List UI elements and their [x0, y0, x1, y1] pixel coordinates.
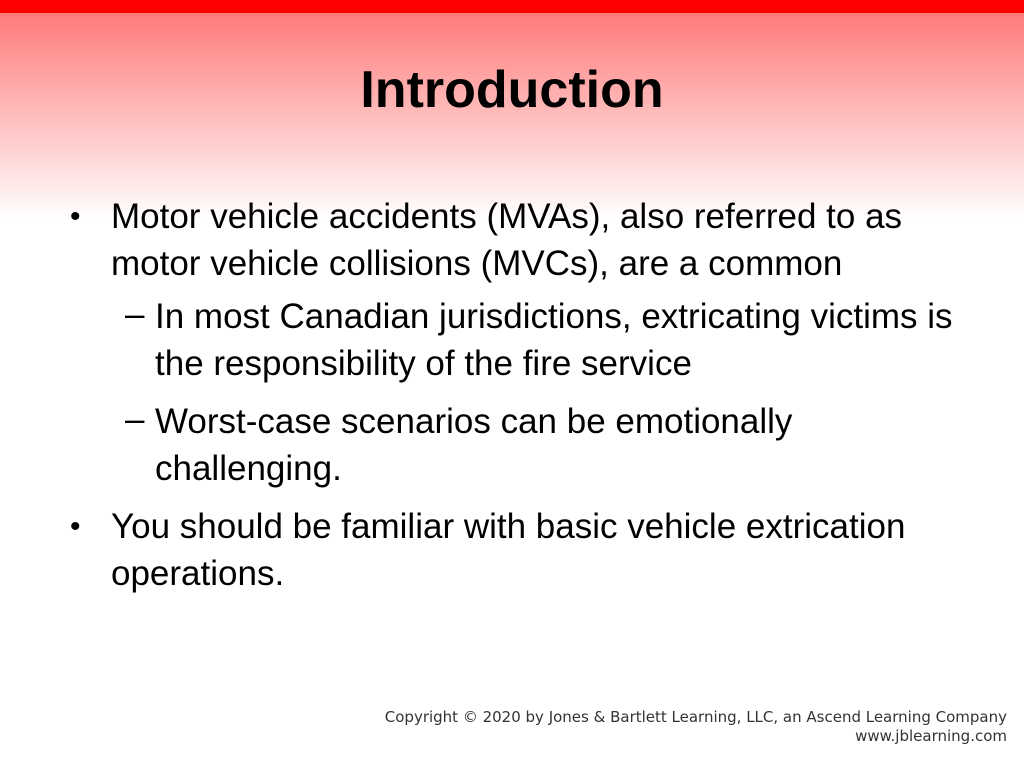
top-accent-bar: [0, 0, 1024, 13]
sub-bullet-glyph: –: [125, 295, 145, 334]
website-link[interactable]: www.jblearning.com: [855, 727, 1007, 745]
slide-body: [70, 193, 970, 603]
sub-bullet-item: [70, 398, 970, 492]
bullet-glyph: •: [70, 200, 81, 233]
slide-title: Introduction: [360, 61, 664, 119]
bullet-glyph: •: [70, 510, 81, 543]
sub-bullet-glyph: –: [125, 400, 145, 439]
bullet-text: Motor vehicle accidents (MVAs), also referred to as motor vehicle collisions (MVCs), are a common: [111, 197, 903, 283]
sub-bullet-text: In most Canadian jurisdictions, extricating victims is the responsibility of the fire service: [155, 297, 953, 383]
copyright-text: Copyright © 2020 by Jones & Bartlett Learning, LLC, an Ascend Learning Company: [384, 708, 1007, 726]
copyright-footer: [385, 708, 1007, 746]
sub-bullet-text: Worst-case scenarios can be emotionally challenging.: [155, 402, 793, 488]
bullet-text: You should be familiar with basic vehicle extrication operations.: [111, 507, 906, 593]
sub-bullet-item: [70, 293, 970, 387]
bullet-item: [70, 503, 970, 597]
bullet-item: [70, 193, 970, 287]
